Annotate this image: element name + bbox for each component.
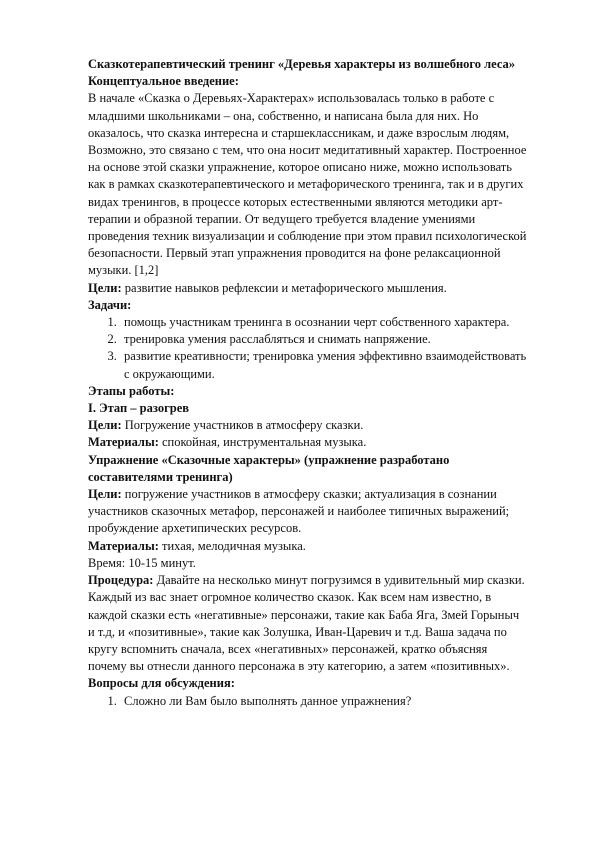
exercise-goals-text: погружение участников в атмосферу сказки; актуализация в сознании участников сказочных метафор, персонажей и наиболее типичных выражений; пробуждение архетипических ресурсов. <box>88 487 510 536</box>
stage1-goals <box>88 417 528 434</box>
exercise-materials <box>88 538 528 555</box>
goals-text: развитие навыков рефлексии и метафорического мышления. <box>121 280 447 295</box>
list-item: 1. Сложно ли Вам было выполнять данное упражнения? <box>120 693 528 710</box>
tasks-list <box>88 314 528 383</box>
stage1-goals-label: Цели: <box>88 418 122 433</box>
exercise-procedure <box>88 572 528 675</box>
document-title: Сказкотерапевтический тренинг «Деревья характеры из волшебного леса» <box>88 57 516 71</box>
procedure-label: Процедура: <box>88 573 154 588</box>
exercise-heading: Упражнение «Сказочные характеры» (упражнение разработано составителями тренинга) <box>88 452 450 484</box>
stage1-materials-text: спокойная, инструментальная музыка. <box>158 435 367 450</box>
stage1-materials <box>88 434 528 451</box>
list-item: 3. развитие креативности; тренировка умения эффективно взаимодействовать с окружающими. <box>120 348 528 382</box>
exercise-materials-label: Материалы: <box>88 538 159 553</box>
list-item: 2. тренировка умения расслабляться и снимать напряжение. <box>120 331 528 348</box>
stages-heading: Этапы работы: <box>88 383 175 398</box>
list-item: 1. помощь участникам тренинга в осознании черт собственного характера. <box>120 314 528 331</box>
tasks-heading: Задачи: <box>88 297 132 312</box>
procedure-text: Давайте на несколько минут погрузимся в удивительный мир сказки. Каждый из вас знает огромное количество сказок. Как всем нам известно, в каждой сказки есть «негативные» персонажи, такие как Баба Яга, Змей Горыныч и т.д, и «позитивные», такие как Золушка, Иван-Царевич и т.д. Ваша задача по кругу вспомнить сначала, всех «негативных» персонажей, кратко объясняя почему вы отнесли данного персонажа в эту категорию, а затем «позитивных». <box>88 573 525 674</box>
stage1-heading: I. Этап – разогрев <box>88 401 190 416</box>
discussion-heading: Вопросы для обсуждения: <box>88 676 235 691</box>
intro-text: В начале «Сказка о Деревьях-Характерах» использовалась только в работе с младшими школьниками – она, собственно, и написана была для них. Но оказалось, что сказка интересна и старшеклассникам, и даже взрослым людям, Возможно, это связано с тем, что она носит медитативный характер. Построенное на основе этой сказки упражнение, которое описано ниже, можно использовать как в рамках сказкотерапевтического и метафорического тренинга, так и в других видах тренингов, в процессе которых естественными являются методики арт-терапии и образной терапии. От ведущего требуется владение умениями проведения техник визуализации и соблюдение при этом правил психологической безопасности. Первый этап упражнения проводится на фоне релаксационной музыки. [1,2] <box>88 91 527 278</box>
exercise-time: Время: 10-15 минут. <box>88 555 196 570</box>
exercise-materials-text: тихая, мелодичная музыка. <box>158 538 306 553</box>
goals-paragraph <box>88 280 528 297</box>
intro-heading: Концептуальное введение: <box>88 74 239 89</box>
stage1-materials-label: Материалы: <box>88 435 159 450</box>
discussion-list <box>88 693 528 710</box>
exercise-goals <box>88 486 528 538</box>
stage1-goals-text: Погружение участников в атмосферу сказки. <box>121 418 364 433</box>
exercise-goals-label: Цели: <box>88 487 122 502</box>
document-page <box>88 56 528 710</box>
goals-label: Цели: <box>88 280 122 295</box>
